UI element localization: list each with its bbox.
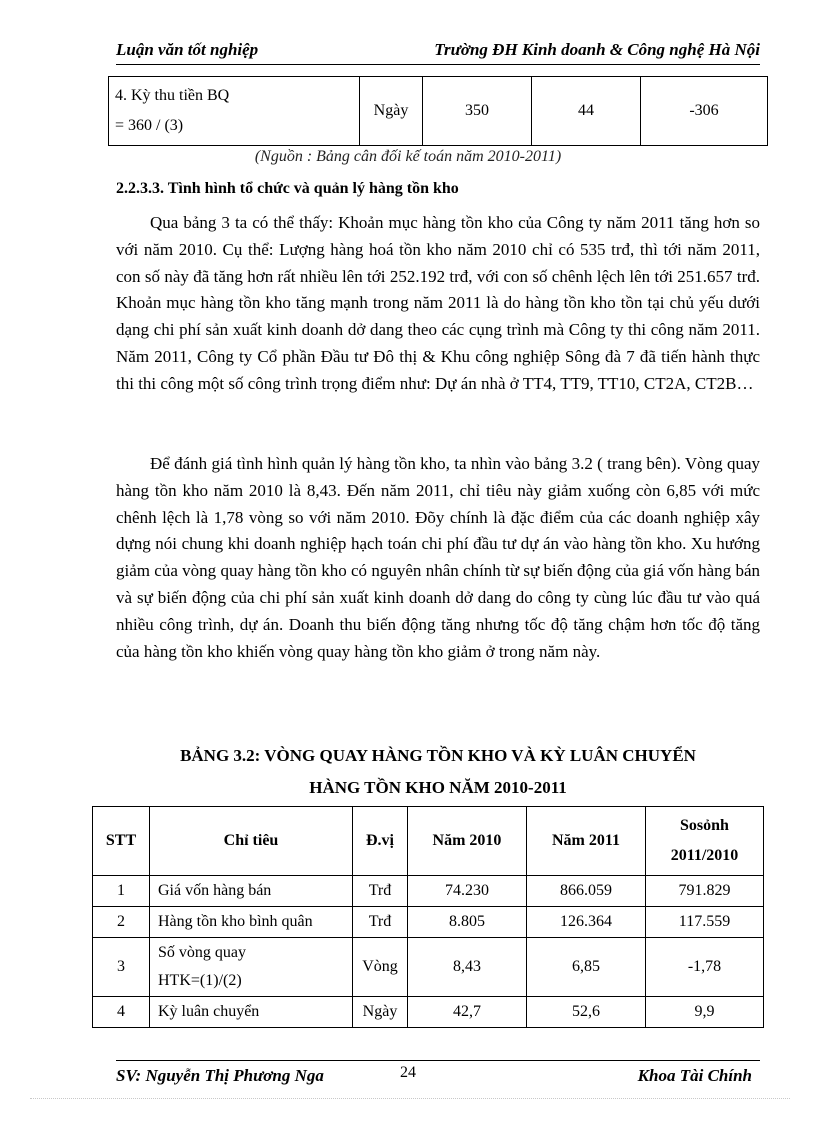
receivable-period-table xyxy=(108,76,768,146)
cell-2011: 866.059 xyxy=(527,876,646,907)
cell-diff: 791.829 xyxy=(646,876,764,907)
cell-2011: 126.364 xyxy=(527,907,646,938)
cell-unit: Ngày xyxy=(353,997,408,1028)
cell-stt: 4 xyxy=(93,997,150,1028)
header-stt: STT xyxy=(93,807,150,876)
cell-2011: 6,85 xyxy=(527,938,646,997)
cell-2010: 42,7 xyxy=(408,997,527,1028)
cell-indicator-line2: HTK=(1)/(2) xyxy=(158,972,242,989)
footer-faculty: Khoa Tài Chính xyxy=(637,1066,752,1085)
page-header xyxy=(116,40,760,65)
paragraph-1: Qua bảng 3 ta có thể thấy: Khoản mục hàng tồn kho của Công ty năm 2011 tăng hơn so với năm 2010. Cụ thể: Lượng hàng hoá tồn kho năm 2010 chỉ có 535 trđ, thì tới năm 2011, con số này đã tăng hơn rất nhiều lên tới 252.192 trđ, với con số chênh lệch lên tới 251.657 trđ. Khoản mục hàng tồn kho tăng mạnh trong năm 2011 là do hàng tồn kho tồn tại chủ yếu dưới dạng chi phí sản xuất kinh doanh dở dang theo các cụng trình mà Công ty thi công năm 2011. Năm 2011, Công ty Cổ phần Đầu tư Đô thị & Khu công nghiệp Sông đà 7 đã tiến hành thực thi thi công một số công trình trọng điểm như: Dự án nhà ở TT4, TT9, TT10, CT2A, CT2B… xyxy=(116,213,760,393)
table-row xyxy=(93,907,764,938)
value-2011-cell: 44 xyxy=(532,77,641,146)
table-title-line1: BẢNG 3.2: VÒNG QUAY HÀNG TỒN KHO VÀ KỲ LUÂN CHUYỂN xyxy=(180,746,696,765)
unit-cell: Ngày xyxy=(360,77,423,146)
cell-indicator xyxy=(150,938,353,997)
header-2010: Năm 2010 xyxy=(408,807,527,876)
cell-diff: 9,9 xyxy=(646,997,764,1028)
cell-stt: 3 xyxy=(93,938,150,997)
header-compare-line2: 2011/2010 xyxy=(670,847,739,864)
page-number: 24 xyxy=(400,1064,416,1081)
cell-2010: 8,43 xyxy=(408,938,527,997)
cell-2011: 52,6 xyxy=(527,997,646,1028)
page-edge-divider xyxy=(30,1098,790,1099)
source-note: (Nguồn : Bảng cân đối kế toán năm 2010-2011) xyxy=(254,148,562,165)
footer-student: SV: Nguyễn Thị Phương Nga xyxy=(116,1066,324,1085)
cell-indicator-line1: Số vòng quay xyxy=(158,944,246,961)
section-heading: 2.2.3.3. Tình hình tổ chức và quản lý hàng tồn kho xyxy=(116,180,459,197)
header-compare xyxy=(646,807,764,876)
cell-2010: 8.805 xyxy=(408,907,527,938)
cell-indicator: Hàng tồn kho bình quân xyxy=(150,907,353,938)
row-label xyxy=(109,77,360,146)
cell-diff: 117.559 xyxy=(646,907,764,938)
table-row xyxy=(93,938,764,997)
table-row xyxy=(109,77,768,146)
header-compare-line1: Sosỏnh xyxy=(680,817,729,834)
header-indicator: Chỉ tiêu xyxy=(150,807,353,876)
paragraph-2: Để đánh giá tình hình quản lý hàng tồn kho, ta nhìn vào bảng 3.2 ( trang bên). Vòng quay hàng tồn kho năm 2010 là 8,43. Đến năm 2011, chỉ tiêu này giảm xuống còn 6,85 với mức chênh lệch là 1,78 vòng so với năm 2010. Đõy chính là đặc điểm của các doanh nghiệp xây dựng nói chung khi doanh nghiệp hạch toán chi phí đầu tư dự án vào hàng tồn kho. Xu hướng giảm của vòng quay hàng tồn kho có nguyên nhân chính từ sự biến động của giá vốn hàng bán và sự biến động của chi phí sản xuất kinh doanh dở dang do công ty cùng lúc đầu tư vào quá nhiều công trình, dự án. Doanh thu biến động tăng nhưng tốc độ tăng chậm hơn tốc độ tăng của hàng tồn kho khiến vòng quay hàng tồn kho giảm ở trong năm này. xyxy=(116,454,760,661)
header-unit: Đ.vị xyxy=(353,807,408,876)
row-label-line2: = 360 / (3) xyxy=(115,117,184,134)
cell-diff: -1,78 xyxy=(646,938,764,997)
cell-unit: Trđ xyxy=(353,907,408,938)
inventory-turnover-table xyxy=(92,806,764,1028)
header-thesis-label: Luận văn tốt nghiệp xyxy=(116,40,259,59)
diff-cell: -306 xyxy=(641,77,768,146)
cell-stt: 1 xyxy=(93,876,150,907)
header-2011: Năm 2011 xyxy=(527,807,646,876)
cell-unit: Trđ xyxy=(353,876,408,907)
header-university: Trường ĐH Kinh doanh & Công nghệ Hà Nội xyxy=(434,40,760,59)
table-row xyxy=(93,876,764,907)
footer-divider xyxy=(116,1060,760,1061)
table-title-line2: HÀNG TỒN KHO NĂM 2010-2011 xyxy=(309,778,567,797)
cell-indicator: Kỳ luân chuyển xyxy=(150,997,353,1028)
table-row xyxy=(93,997,764,1028)
cell-unit: Vòng xyxy=(353,938,408,997)
cell-stt: 2 xyxy=(93,907,150,938)
row-label-line1: 4. Kỳ thu tiền BQ xyxy=(115,87,230,104)
cell-indicator: Giá vốn hàng bán xyxy=(150,876,353,907)
value-2010-cell: 350 xyxy=(423,77,532,146)
cell-2010: 74.230 xyxy=(408,876,527,907)
table-header-row xyxy=(93,807,764,876)
